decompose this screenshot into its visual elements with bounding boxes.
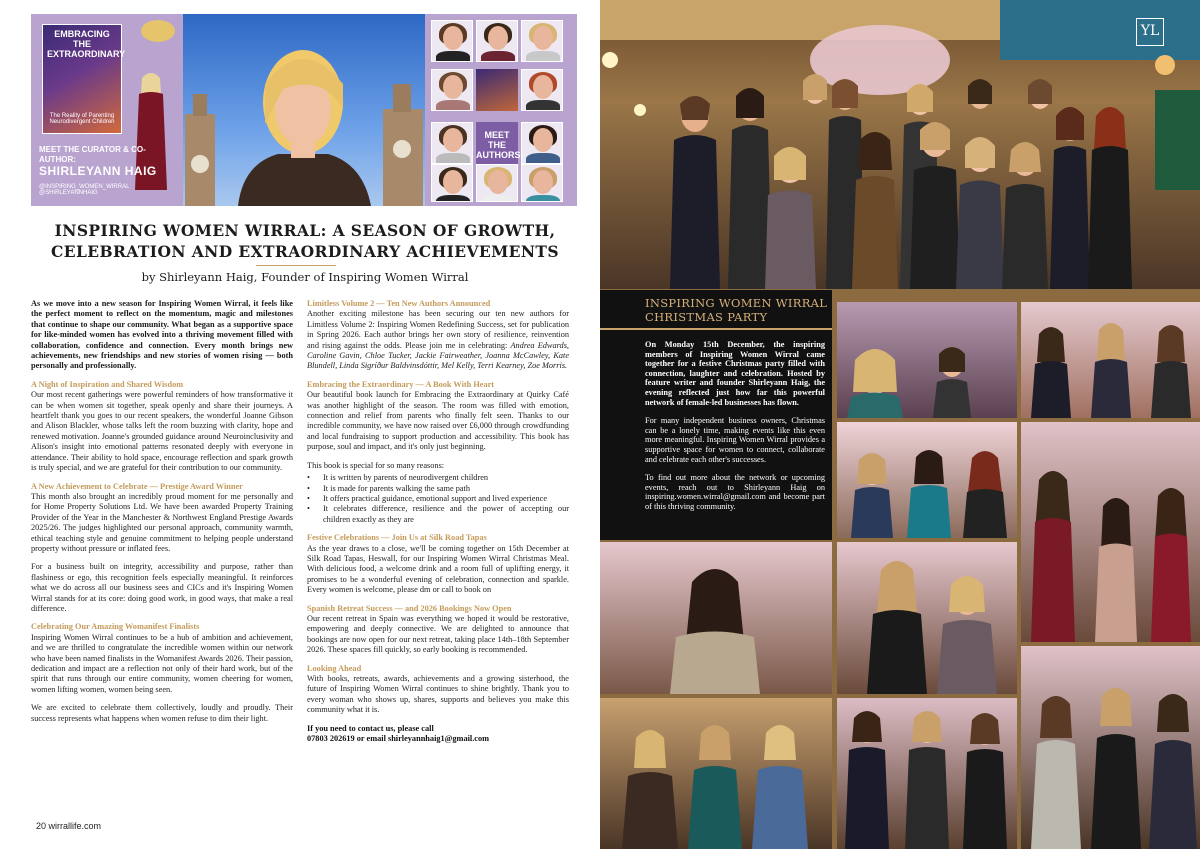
list-item: • It is made for parents walking the same path — [307, 484, 569, 494]
byline: by Shirleyann Haig, Founder of Inspiring Women Wirral — [141, 270, 469, 284]
section-heading: Spanish Retreat Success — and 2026 Bookings Now Open — [307, 603, 512, 613]
article-title: INSPIRING WOMEN WIRRAL: A SEASON OF GROWTH, CELEBRATION AND EXTRAORDINARY ACHIEVEMENTS — [51, 221, 559, 261]
authors-intro: Another exciting milestone has been securing our ten new authors for Limitless Volume 2: Inspiring Women Redefining Success, set for publication in Spring 2026. Each author brings her own story of resilience, reinvention and rising against the odds. Please join me in celebrating: — [307, 309, 569, 350]
section-heading: Looking Ahead — [307, 663, 362, 673]
guests — [670, 74, 1132, 289]
brand-logo — [141, 20, 175, 42]
party-photo — [600, 542, 832, 694]
contact-details: 07803 202619 or email shirleyannhaig1@gmail.com — [307, 734, 490, 744]
book-title: EMBRACING THE EXTRAORDINARY — [47, 29, 126, 59]
group-photo — [600, 0, 1200, 289]
body-paragraph: For a business built on integrity, accessibility and purpose, rather than flashiness or ego, this recognition feels especially meaningful. It reinforces what we do across all our business sees and CICs and it's Inspiring Women Wirral stands for at its core: doing good work, in good ways, that make a real difference. — [31, 562, 293, 613]
portrait-photo — [183, 14, 425, 206]
section-heading: A New Achievement to Celebrate — Prestige Award Winner — [31, 481, 243, 491]
list-item: • It celebrates difference, resilience and the power of accepting our children exactly as they are — [307, 504, 569, 525]
body-paragraph: Our recent retreat in Spain was everything we hoped it would be restorative, empowering and deeply connective. We are delighted to announce that bookings are now open for our next retreat, taking place 14th–18th September 2026. These spaces fill quickly, so early booking is recommended. — [307, 613, 569, 655]
author-photo — [476, 20, 518, 62]
author-photo — [431, 122, 473, 164]
panel-title: INSPIRING WOMEN WIRRAL CHRISTMAS PARTY — [645, 296, 828, 324]
party-photo — [1021, 646, 1200, 849]
party-photo — [837, 698, 1017, 849]
party-photo — [600, 698, 832, 849]
right-page — [600, 0, 1200, 849]
body-paragraph: This month also brought an incredibly proud moment for me personally and for Home Property Solutions Ltd. We have been awarded Property Training Provider of the Year in the Manchester & Northwest England Prestige Awards 2025/26. The judges highlighted our personal approach, community warmth, ethical teaching style and genuine commitment to helping people understand property without pressure or inflated fees. — [31, 491, 293, 553]
book-cover-thumbnail — [476, 69, 518, 111]
title-divider — [256, 265, 336, 266]
party-photo — [1021, 422, 1200, 642]
author-photo — [521, 122, 563, 164]
reasons-list — [307, 473, 569, 525]
party-photo — [1021, 302, 1200, 418]
body-paragraph: Inspiring Women Wirral continues to be a hub of ambition and achievement, and we are thrilled to congratulate the incredible women within our network who have been named finalists in the Womanifest Awards 2026. Their passion, dedication and impact are a reflection not only of their hard work, but of the spirit that runs through our entire community, women cheering for women, women lifting women, women being seen. — [31, 632, 293, 694]
body-paragraph: This book is special for so many reasons: — [307, 460, 445, 470]
page-footer: 20 wirrallife.com — [36, 821, 102, 831]
article-column-2 — [307, 299, 569, 752]
panel-divider — [600, 328, 832, 330]
article-column-1 — [31, 299, 293, 732]
body-paragraph: With books, retreats, awards, achievements and a growing sisterhood, the future of Inspiring Women Wirral continues to shine brightly. Thank you to every woman who shows up, shares, supports and believes you make this community what it is. — [307, 674, 569, 715]
book-cover-panel — [31, 14, 183, 206]
book-subtitle: The Reality of Parenting Neurodivergent Children — [49, 113, 115, 125]
author-photo — [476, 164, 518, 202]
list-item: • It offers practical guidance, emotional support and lived experience — [307, 494, 569, 504]
book-cover-image — [42, 24, 126, 134]
body-paragraph: We are excited to celebrate them collectively, loudly and proudly. Their success represents what happens when women refuse to dim their light. — [31, 703, 293, 723]
party-photo — [837, 422, 1017, 538]
body-paragraph — [307, 309, 569, 371]
body-paragraph: Our beautiful book launch for Embracing the Extraordinary at Quirky Café was another highlight of the season. The room was filled with emotion, connection and relief from parents who finally felt seen. Thanks to our incredible community, we have now raised over £6,000 through crowdfunding and local fundraising to support production and accessibility. This book has purpose, soul and impact, and it's only just beginning. — [307, 390, 569, 452]
section-heading: Limitless Volume 2 — Ten New Authors Announced — [307, 299, 491, 308]
event-panel — [600, 290, 832, 540]
author-names: Andrea Edwards, Caroline Gavin, Chloe Tucker, Jackie Fairweather, Joanna McCawley, Kate Blundell, Linda Sigríður Baldvinsdóttir, Mel Kelly, Terri Kearney, Zoe Morris. — [307, 340, 569, 371]
contact-line: If you need to contact us, please call — [307, 723, 434, 733]
section-heading: Celebrating Our Amazing Womanifest Finalists — [31, 622, 200, 632]
authors-grid — [425, 14, 577, 206]
panel-paragraph: For many independent business owners, Christmas can be a lonely time, making events like this even more meaningful. Inspiring Women Wirral provides a supportive space for women to connect, collaborate and celebrate each other's successes. — [645, 416, 825, 464]
lead-paragraph: As we move into a new season for Inspiring Women Wirral, it feels like the perfect moment to reflect on the momentum, magic and milestones that continue to shape our community. What began as a supportive space for like-minded women has evolved into a thriving movement filled with collaboration, confidence and connection. Every month brings new achievements, new friendships and new stories of women rising — both personally and professionally. — [31, 299, 293, 371]
author-photo — [521, 69, 563, 111]
panel-text — [645, 340, 825, 521]
meet-authors-badge: MEET THE AUTHORS — [476, 122, 518, 164]
body-paragraph: As the year draws to a close, we'll be coming together on 15th December at Silk Road Tapas, Heswall, for our Inspiring Women Wirral Christmas Meal. With delicious food, a welcome drink and a room full of uplifting energy, it promises to be a wonderful evening of celebration, connection and sparkle. Every women is welcome, please dm or call to book on — [307, 543, 569, 595]
author-photo — [431, 164, 473, 202]
curator-name: SHIRLEYANN HAIG — [39, 164, 157, 178]
section-heading: A Night of Inspiration and Shared Wisdom — [31, 379, 184, 389]
section-heading: Festive Celebrations — Join Us at Silk Road Tapas — [307, 533, 487, 543]
author-photo — [521, 164, 563, 202]
author-photo — [431, 69, 473, 111]
panel-paragraph: To find out more about the network or upcoming events, reach out to Shirleyann Haig on inspiring.women.wirral@gmail.com and become part of this thriving community. — [645, 473, 825, 511]
magazine-logo: YL — [1136, 18, 1164, 46]
section-heading: Embracing the Extraordinary — A Book With Heart — [307, 379, 495, 389]
author-photo — [431, 20, 473, 62]
body-paragraph: Our most recent gatherings were powerful reminders of how transformative it can be when women sit together, speak openly and share their journeys. A heartfelt thank you goes to our recent speakers, the wonderful Joanne Gibson and Alison Blackler, whose talks left the room buzzing with clarity, hope and renewed motivation. Joanne's grounded guidance around Neuroinclusivity and Alison's insight into emotional patterns resonated deeply with everyone in attendance. Their ability to hold space, encourage reflection and spark growth is truly special, and we are grateful for their contribution to our community. — [31, 390, 293, 473]
list-item: • It is written by parents of neurodivergent children — [307, 473, 569, 483]
panel-lead: On Monday 15th December, the inspiring members of Inspiring Women Wirral came together for a festive Christmas party filled with connection, laughter and celebration. Hosted by feature writer and founder Shirleyann Haig, the evening reflected just how far this powerful network of female-led businesses has flown. — [645, 340, 825, 407]
meet-curator-text: MEET THE CURATOR & CO-AUTHOR: — [39, 145, 146, 164]
header-banner — [31, 14, 577, 206]
party-photo — [837, 542, 1017, 694]
social-handles: @INSPIRING_WOMEN_WIRRAL @SHIRLEYANNHAIG — [39, 184, 130, 196]
author-photo — [521, 20, 563, 62]
party-photo — [837, 302, 1017, 418]
